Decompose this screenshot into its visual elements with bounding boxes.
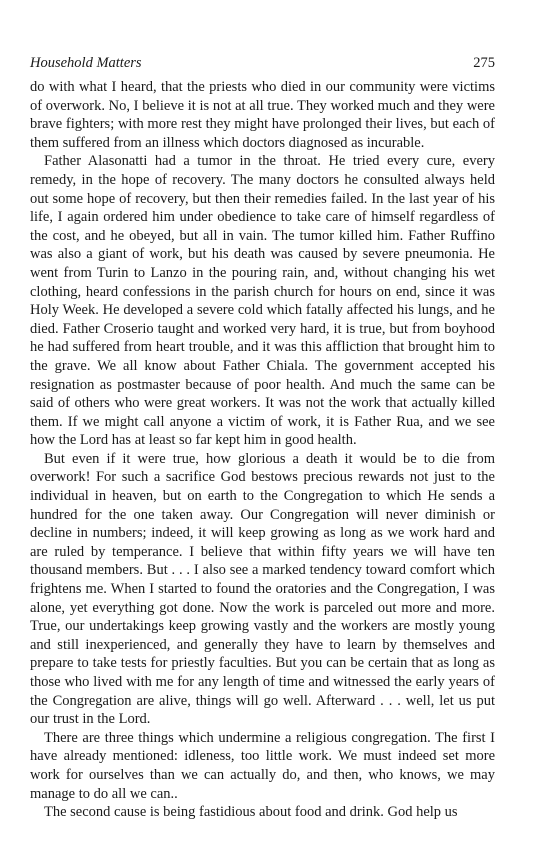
paragraph: Father Alasonatti had a tumor in the throat. He tried every cure, every remedy, in the hope of recovery. The many doctors he consulted always held out some hope of recovery, but then their remedies failed. In the last year of his life, I again ordered him under obedience to take care of himself regardless of the cost, and he obeyed, but all in vain. The tumor killed him. Father Ruffino was also a giant of work, but his death was caused by severe pneumonia. He went from Turin to Lanzo in the pouring rain, and, without changing his wet clothing, heard confessions in the parish church for hours on end, since it was Holy Week. He developed a severe cold which fatally affected his lungs, and he died. Father Croserio taught and worked very hard, it is true, but from boyhood he had suffered from heart trouble, and it was this affliction that brought him to the grave. We all know about Father Chiala. The government accepted his resignation as postmaster because of poor health. And much the same can be said of others who were great workers. It was not the work that actually killed them. If we might call anyone a victim of work, it is Father Rua, and we see how the Lord has at least so far kept him in good health. [30, 153, 495, 449]
book-page [30, 54, 495, 822]
body-text [30, 78, 495, 822]
paragraph-continues: The second cause is being fastidious about food and drink. God help us [44, 804, 458, 821]
paragraph: But even if it were true, how glorious a death it would be to die from overwork! For such a sacrifice God bestows precious rewards not just to the individual in heaven, but on earth to the Congregation to which He sends a hundred for the one taken away. Our Congregation will never diminish or decline in numbers; indeed, it will keep growing as long as we work hard and are ruled by temperance. I believe that within fifty years we will have ten thousand members. But . . . I also see a marked tendency toward comfort which frightens me. When I started to found the oratories and the Congregation, I was alone, yet everything got done. Now the work is parceled out more and more. True, our undertakings keep growing vastly and the workers are mostly young and still inexperienced, and generally they have to learn by themselves and prepare to take tests for priestly faculties. But you can be certain that as long as those who lived with me for any length of time and witnessed the early years of the Congregation are alive, things will go well. Afterward . . . well, let us put our trust in the Lord. [30, 450, 495, 728]
running-header [30, 54, 495, 72]
page-number: 275 [473, 55, 495, 71]
paragraph: There are three things which undermine a religious congregation. The first I have already mentioned: idleness, too little work. We must indeed set more work for ourselves than we can actually do, and then, who knows, we may manage to do all we can.. [30, 729, 495, 802]
paragraph-continued: do with what I heard, that the priests who died in our community were victims of overwork. No, I believe it is not at all true. They worked much and they were brave fighters; with more rest they might have prolonged their lives, but each of them suffered from an illness which doctors diagnosed as incurable. [30, 79, 495, 151]
running-title: Household Matters [30, 55, 142, 71]
